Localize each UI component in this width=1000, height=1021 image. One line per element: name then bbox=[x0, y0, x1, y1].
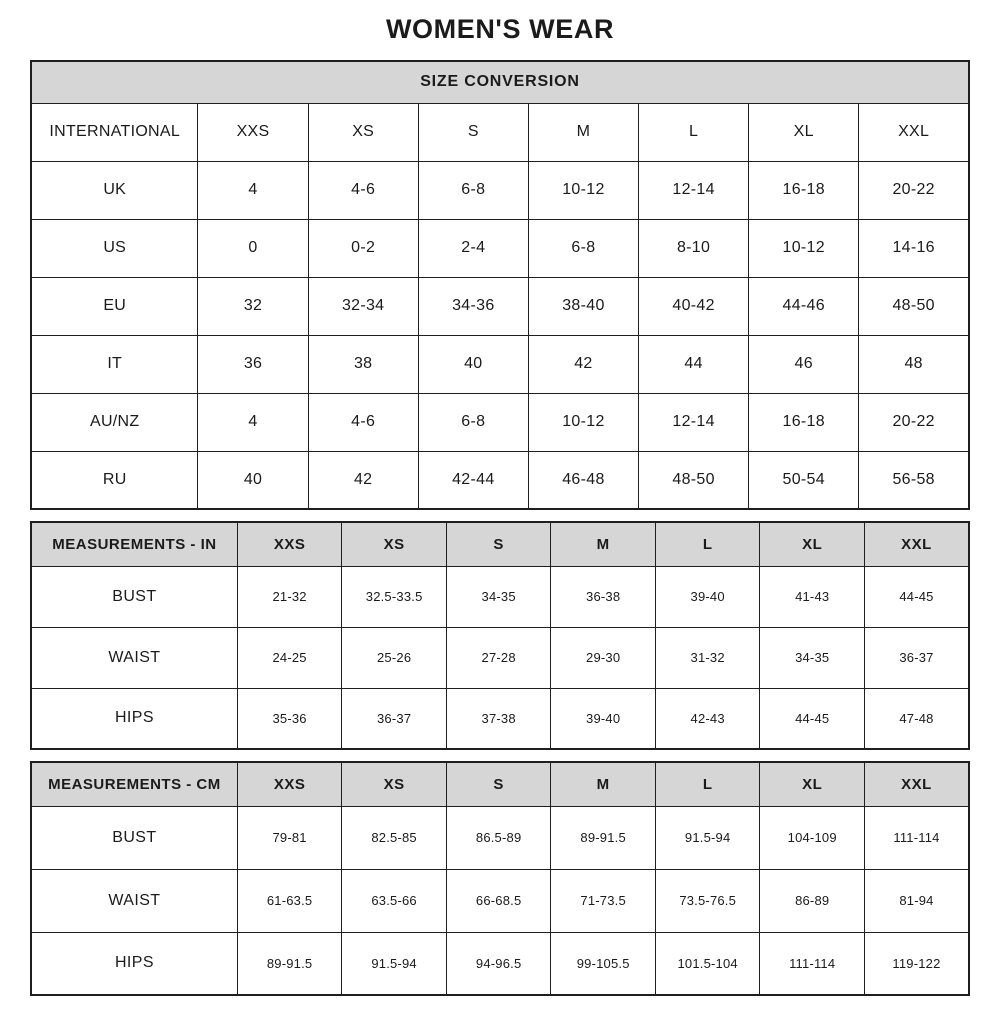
size-col-header: S bbox=[446, 522, 551, 566]
size-cell: 34-36 bbox=[418, 277, 528, 335]
size-cell: 6-8 bbox=[418, 393, 528, 451]
size-cell: 20-22 bbox=[859, 161, 969, 219]
table-row bbox=[31, 161, 969, 219]
measure-cell: 37-38 bbox=[446, 688, 551, 749]
measure-cell: 47-48 bbox=[864, 688, 969, 749]
measure-cell: 82.5-85 bbox=[342, 806, 447, 869]
size-cell: 10-12 bbox=[528, 393, 638, 451]
table-row bbox=[31, 869, 969, 932]
size-col-header: XXL bbox=[864, 522, 969, 566]
measure-cell: 39-40 bbox=[551, 688, 656, 749]
measure-cell: 21-32 bbox=[237, 566, 342, 627]
size-col-header: XS bbox=[342, 522, 447, 566]
size-cell: 38-40 bbox=[528, 277, 638, 335]
measure-cell: 101.5-104 bbox=[655, 932, 760, 995]
size-cell: XL bbox=[749, 103, 859, 161]
page-title: WOMEN'S WEAR bbox=[385, 14, 615, 44]
size-cell: XXL bbox=[859, 103, 969, 161]
size-cell: 0 bbox=[198, 219, 308, 277]
size-cell: 32-34 bbox=[308, 277, 418, 335]
measure-cell: 71-73.5 bbox=[551, 869, 656, 932]
row-label: BUST bbox=[31, 806, 237, 869]
table-row bbox=[31, 566, 969, 627]
measure-cell: 119-122 bbox=[864, 932, 969, 995]
size-cell: 48-50 bbox=[639, 451, 749, 509]
measure-cell: 34-35 bbox=[760, 627, 865, 688]
measure-cell: 91.5-94 bbox=[342, 932, 447, 995]
measure-cell: 44-45 bbox=[864, 566, 969, 627]
row-label: EU bbox=[31, 277, 198, 335]
size-cell: 42-44 bbox=[418, 451, 528, 509]
row-label: INTERNATIONAL bbox=[31, 103, 198, 161]
size-cell: 38 bbox=[308, 335, 418, 393]
table-row bbox=[31, 522, 969, 566]
measure-cell: 86.5-89 bbox=[446, 806, 551, 869]
measurements-in-title: MEASUREMENTS - IN bbox=[31, 522, 237, 566]
row-label: WAIST bbox=[31, 627, 237, 688]
row-label: WAIST bbox=[31, 869, 237, 932]
table-row bbox=[31, 219, 969, 277]
measure-cell: 29-30 bbox=[551, 627, 656, 688]
size-col-header: XXS bbox=[237, 522, 342, 566]
measure-cell: 41-43 bbox=[760, 566, 865, 627]
size-cell: 14-16 bbox=[859, 219, 969, 277]
size-cell: 50-54 bbox=[749, 451, 859, 509]
size-cell: 42 bbox=[528, 335, 638, 393]
measure-cell: 61-63.5 bbox=[237, 869, 342, 932]
size-cell: 4 bbox=[198, 393, 308, 451]
measure-cell: 73.5-76.5 bbox=[655, 869, 760, 932]
measure-cell: 24-25 bbox=[237, 627, 342, 688]
table-row bbox=[31, 393, 969, 451]
measure-cell: 34-35 bbox=[446, 566, 551, 627]
size-col-header: L bbox=[655, 762, 760, 806]
measure-cell: 86-89 bbox=[760, 869, 865, 932]
size-col-header: M bbox=[551, 522, 656, 566]
table-row bbox=[31, 932, 969, 995]
row-label: IT bbox=[31, 335, 198, 393]
measure-cell: 36-38 bbox=[551, 566, 656, 627]
table-row bbox=[31, 451, 969, 509]
table-row bbox=[31, 277, 969, 335]
measure-cell: 79-81 bbox=[237, 806, 342, 869]
table-row bbox=[31, 627, 969, 688]
measure-cell: 99-105.5 bbox=[551, 932, 656, 995]
size-cell: 10-12 bbox=[749, 219, 859, 277]
size-cell: 4-6 bbox=[308, 393, 418, 451]
size-cell: 40-42 bbox=[639, 277, 749, 335]
size-cell: XS bbox=[308, 103, 418, 161]
measure-cell: 31-32 bbox=[655, 627, 760, 688]
measure-cell: 111-114 bbox=[760, 932, 865, 995]
measure-cell: 94-96.5 bbox=[446, 932, 551, 995]
measure-cell: 36-37 bbox=[342, 688, 447, 749]
size-cell: 2-4 bbox=[418, 219, 528, 277]
size-cell: 0-2 bbox=[308, 219, 418, 277]
row-label: UK bbox=[31, 161, 198, 219]
size-cell: 8-10 bbox=[639, 219, 749, 277]
size-col-header: XXL bbox=[864, 762, 969, 806]
size-cell: 56-58 bbox=[859, 451, 969, 509]
measure-cell: 89-91.5 bbox=[551, 806, 656, 869]
size-col-header: M bbox=[551, 762, 656, 806]
size-cell: 40 bbox=[418, 335, 528, 393]
measure-cell: 104-109 bbox=[760, 806, 865, 869]
measure-cell: 63.5-66 bbox=[342, 869, 447, 932]
size-col-header: L bbox=[655, 522, 760, 566]
size-cell: 20-22 bbox=[859, 393, 969, 451]
size-col-header: XL bbox=[760, 522, 865, 566]
measure-cell: 32.5-33.5 bbox=[342, 566, 447, 627]
measure-cell: 39-40 bbox=[655, 566, 760, 627]
table-row bbox=[31, 61, 969, 103]
row-label: RU bbox=[31, 451, 198, 509]
row-label: BUST bbox=[31, 566, 237, 627]
size-cell: 32 bbox=[198, 277, 308, 335]
measure-cell: 44-45 bbox=[760, 688, 865, 749]
size-cell: 6-8 bbox=[418, 161, 528, 219]
size-col-header: XL bbox=[760, 762, 865, 806]
size-cell: 10-12 bbox=[528, 161, 638, 219]
size-cell: XXS bbox=[198, 103, 308, 161]
size-col-header: XXS bbox=[237, 762, 342, 806]
measure-cell: 81-94 bbox=[864, 869, 969, 932]
measurements-cm-title: MEASUREMENTS - CM bbox=[31, 762, 237, 806]
size-conversion-table bbox=[30, 60, 970, 510]
table-row bbox=[31, 103, 969, 161]
size-cell: 4-6 bbox=[308, 161, 418, 219]
size-cell: 44 bbox=[639, 335, 749, 393]
size-cell: 46 bbox=[749, 335, 859, 393]
size-cell: 4 bbox=[198, 161, 308, 219]
table-row bbox=[31, 335, 969, 393]
measure-cell: 35-36 bbox=[237, 688, 342, 749]
size-cell: 36 bbox=[198, 335, 308, 393]
size-cell: 16-18 bbox=[749, 161, 859, 219]
table-row bbox=[31, 762, 969, 806]
size-cell: 12-14 bbox=[639, 161, 749, 219]
measure-cell: 111-114 bbox=[864, 806, 969, 869]
measurements-in-table bbox=[30, 521, 970, 750]
table-row bbox=[31, 806, 969, 869]
size-cell: 6-8 bbox=[528, 219, 638, 277]
size-cell: 40 bbox=[198, 451, 308, 509]
measure-cell: 89-91.5 bbox=[237, 932, 342, 995]
measure-cell: 27-28 bbox=[446, 627, 551, 688]
row-label: US bbox=[31, 219, 198, 277]
measure-cell: 66-68.5 bbox=[446, 869, 551, 932]
row-label: AU/NZ bbox=[31, 393, 198, 451]
size-cell: 12-14 bbox=[639, 393, 749, 451]
size-cell: 44-46 bbox=[749, 277, 859, 335]
row-label: HIPS bbox=[31, 932, 237, 995]
size-col-header: S bbox=[446, 762, 551, 806]
size-cell: 46-48 bbox=[528, 451, 638, 509]
row-label: HIPS bbox=[31, 688, 237, 749]
measure-cell: 36-37 bbox=[864, 627, 969, 688]
size-cell: 16-18 bbox=[749, 393, 859, 451]
size-cell: 42 bbox=[308, 451, 418, 509]
measurements-cm-table bbox=[30, 761, 970, 996]
size-cell: L bbox=[639, 103, 749, 161]
size-cell: S bbox=[418, 103, 528, 161]
table-row bbox=[31, 688, 969, 749]
measure-cell: 25-26 bbox=[342, 627, 447, 688]
size-cell: 48 bbox=[859, 335, 969, 393]
size-cell: M bbox=[528, 103, 638, 161]
size-col-header: XS bbox=[342, 762, 447, 806]
measure-cell: 42-43 bbox=[655, 688, 760, 749]
size-conversion-header: SIZE CONVERSION bbox=[31, 61, 969, 103]
measure-cell: 91.5-94 bbox=[655, 806, 760, 869]
size-cell: 48-50 bbox=[859, 277, 969, 335]
